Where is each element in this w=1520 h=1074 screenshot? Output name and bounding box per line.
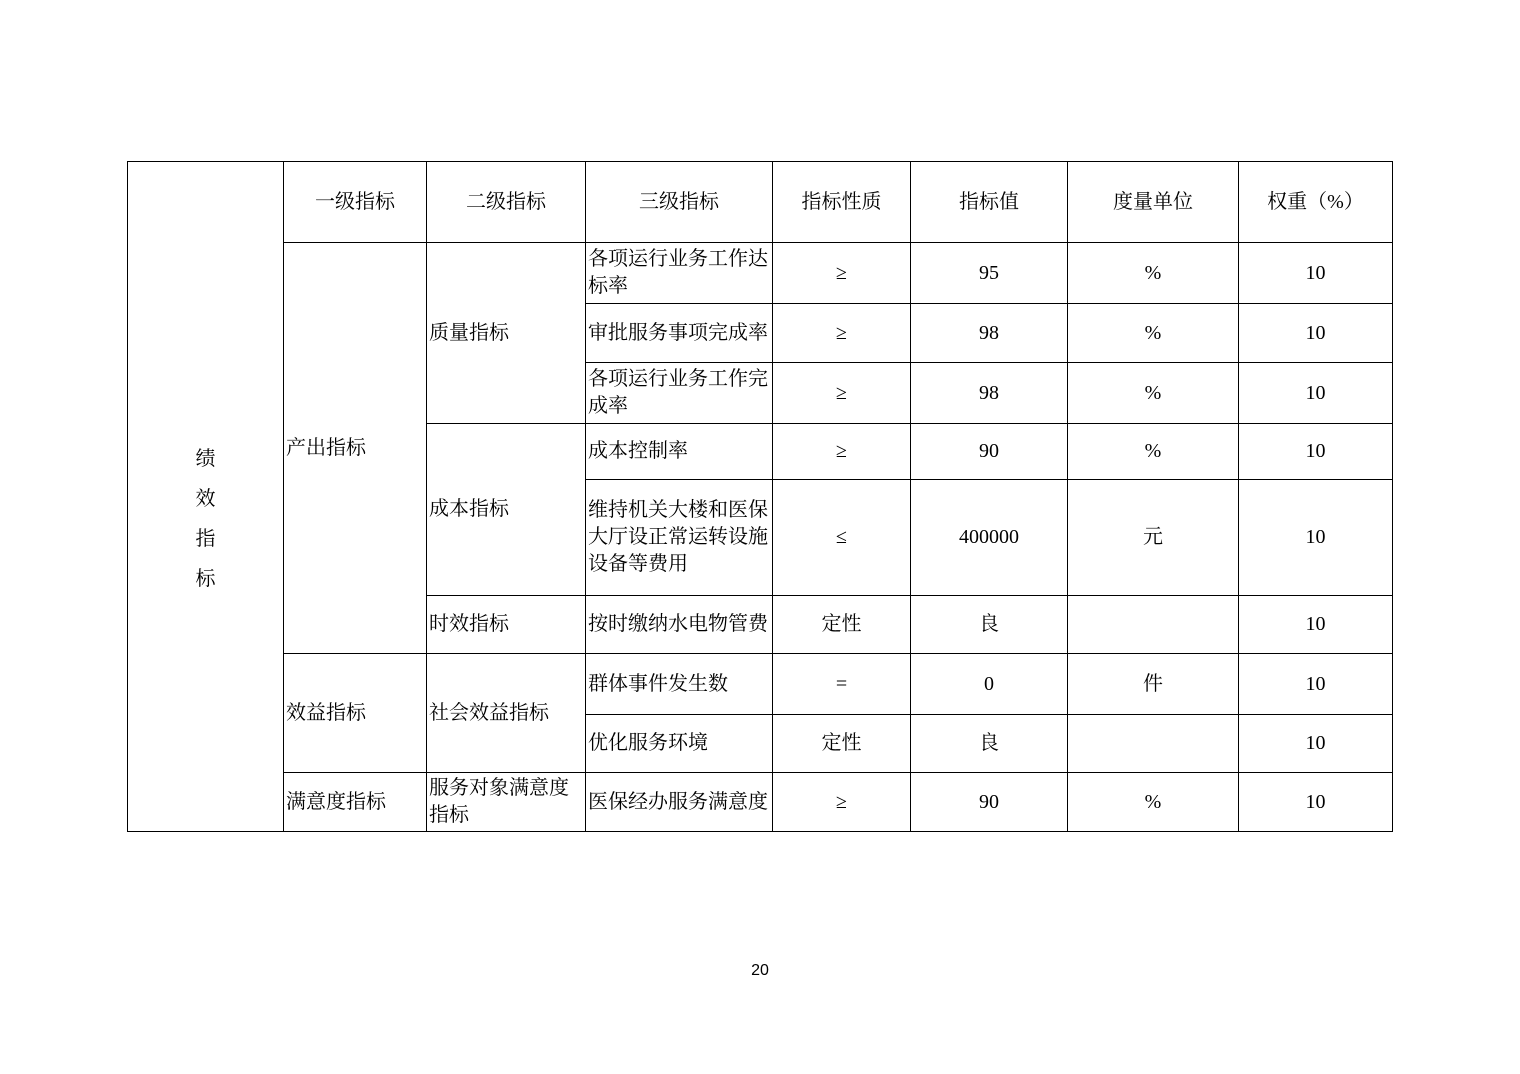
- cell-weight: 10: [1239, 363, 1393, 424]
- column-header-level3: 三级指标: [586, 162, 773, 243]
- cell-nature: ≤: [773, 480, 911, 596]
- cell-weight: 10: [1239, 654, 1393, 715]
- cell-weight: 10: [1239, 715, 1393, 773]
- cell-value: 90: [911, 424, 1068, 480]
- cell-nature: 定性: [773, 715, 911, 773]
- table-row: [128, 243, 1393, 304]
- row-group-label-char: 绩: [195, 447, 216, 470]
- cell-unit: 元: [1068, 480, 1239, 596]
- cell-nature: ≥: [773, 773, 911, 832]
- cell-unit: %: [1068, 773, 1239, 832]
- cell-level1: 产出指标: [284, 243, 427, 654]
- table-row: [128, 654, 1393, 715]
- cell-unit: 件: [1068, 654, 1239, 715]
- cell-level3: 医保经办服务满意度: [586, 773, 773, 832]
- cell-level3: 优化服务环境: [586, 715, 773, 773]
- cell-value: 400000: [911, 480, 1068, 596]
- table-header-row: [128, 162, 1393, 243]
- cell-level3: 各项运行业务工作完成率: [586, 363, 773, 424]
- cell-level2: 质量指标: [427, 243, 586, 424]
- cell-unit: [1068, 715, 1239, 773]
- cell-nature: =: [773, 654, 911, 715]
- page-number: 20: [751, 962, 769, 979]
- cell-unit: %: [1068, 243, 1239, 304]
- cell-nature: ≥: [773, 304, 911, 363]
- cell-level3: 维持机关大楼和医保大厅设正常运转设施设备等费用: [586, 480, 773, 596]
- cell-unit: %: [1068, 363, 1239, 424]
- cell-weight: 10: [1239, 304, 1393, 363]
- cell-weight: 10: [1239, 773, 1393, 832]
- cell-value: 98: [911, 304, 1068, 363]
- row-group-label-char: 标: [195, 567, 216, 590]
- cell-nature: ≥: [773, 363, 911, 424]
- cell-level3: 审批服务事项完成率: [586, 304, 773, 363]
- cell-value: 良: [911, 596, 1068, 654]
- cell-unit: [1068, 596, 1239, 654]
- cell-level2: 成本指标: [427, 424, 586, 596]
- cell-nature: ≥: [773, 424, 911, 480]
- cell-value: 90: [911, 773, 1068, 832]
- column-header-level2: 二级指标: [427, 162, 586, 243]
- row-group-label-cell: [128, 162, 284, 832]
- cell-level3: 群体事件发生数: [586, 654, 773, 715]
- cell-weight: 10: [1239, 424, 1393, 480]
- cell-level1: 效益指标: [284, 654, 427, 773]
- row-group-label-char: 指: [195, 527, 216, 550]
- cell-nature: 定性: [773, 596, 911, 654]
- cell-weight: 10: [1239, 480, 1393, 596]
- cell-value: 0: [911, 654, 1068, 715]
- cell-level3: 按时缴纳水电物管费: [586, 596, 773, 654]
- cell-level3: 成本控制率: [586, 424, 773, 480]
- cell-unit: %: [1068, 424, 1239, 480]
- cell-level2: 社会效益指标: [427, 654, 586, 773]
- cell-level2: 服务对象满意度指标: [427, 773, 586, 832]
- cell-nature: ≥: [773, 243, 911, 304]
- row-group-label: [196, 439, 216, 599]
- row-group-label-char: 效: [195, 487, 216, 510]
- table-row: [128, 773, 1393, 832]
- column-header-nature: 指标性质: [773, 162, 911, 243]
- cell-weight: 10: [1239, 596, 1393, 654]
- column-header-unit: 度量单位: [1068, 162, 1239, 243]
- cell-level1: 满意度指标: [284, 773, 427, 832]
- column-header-weight: 权重（%）: [1239, 162, 1393, 243]
- performance-indicator-table: [127, 161, 1393, 832]
- column-header-level1: 一级指标: [284, 162, 427, 243]
- cell-level2: 时效指标: [427, 596, 586, 654]
- cell-weight: 10: [1239, 243, 1393, 304]
- cell-value: 98: [911, 363, 1068, 424]
- column-header-value: 指标值: [911, 162, 1068, 243]
- cell-unit: %: [1068, 304, 1239, 363]
- cell-value: 良: [911, 715, 1068, 773]
- cell-level3: 各项运行业务工作达标率: [586, 243, 773, 304]
- cell-value: 95: [911, 243, 1068, 304]
